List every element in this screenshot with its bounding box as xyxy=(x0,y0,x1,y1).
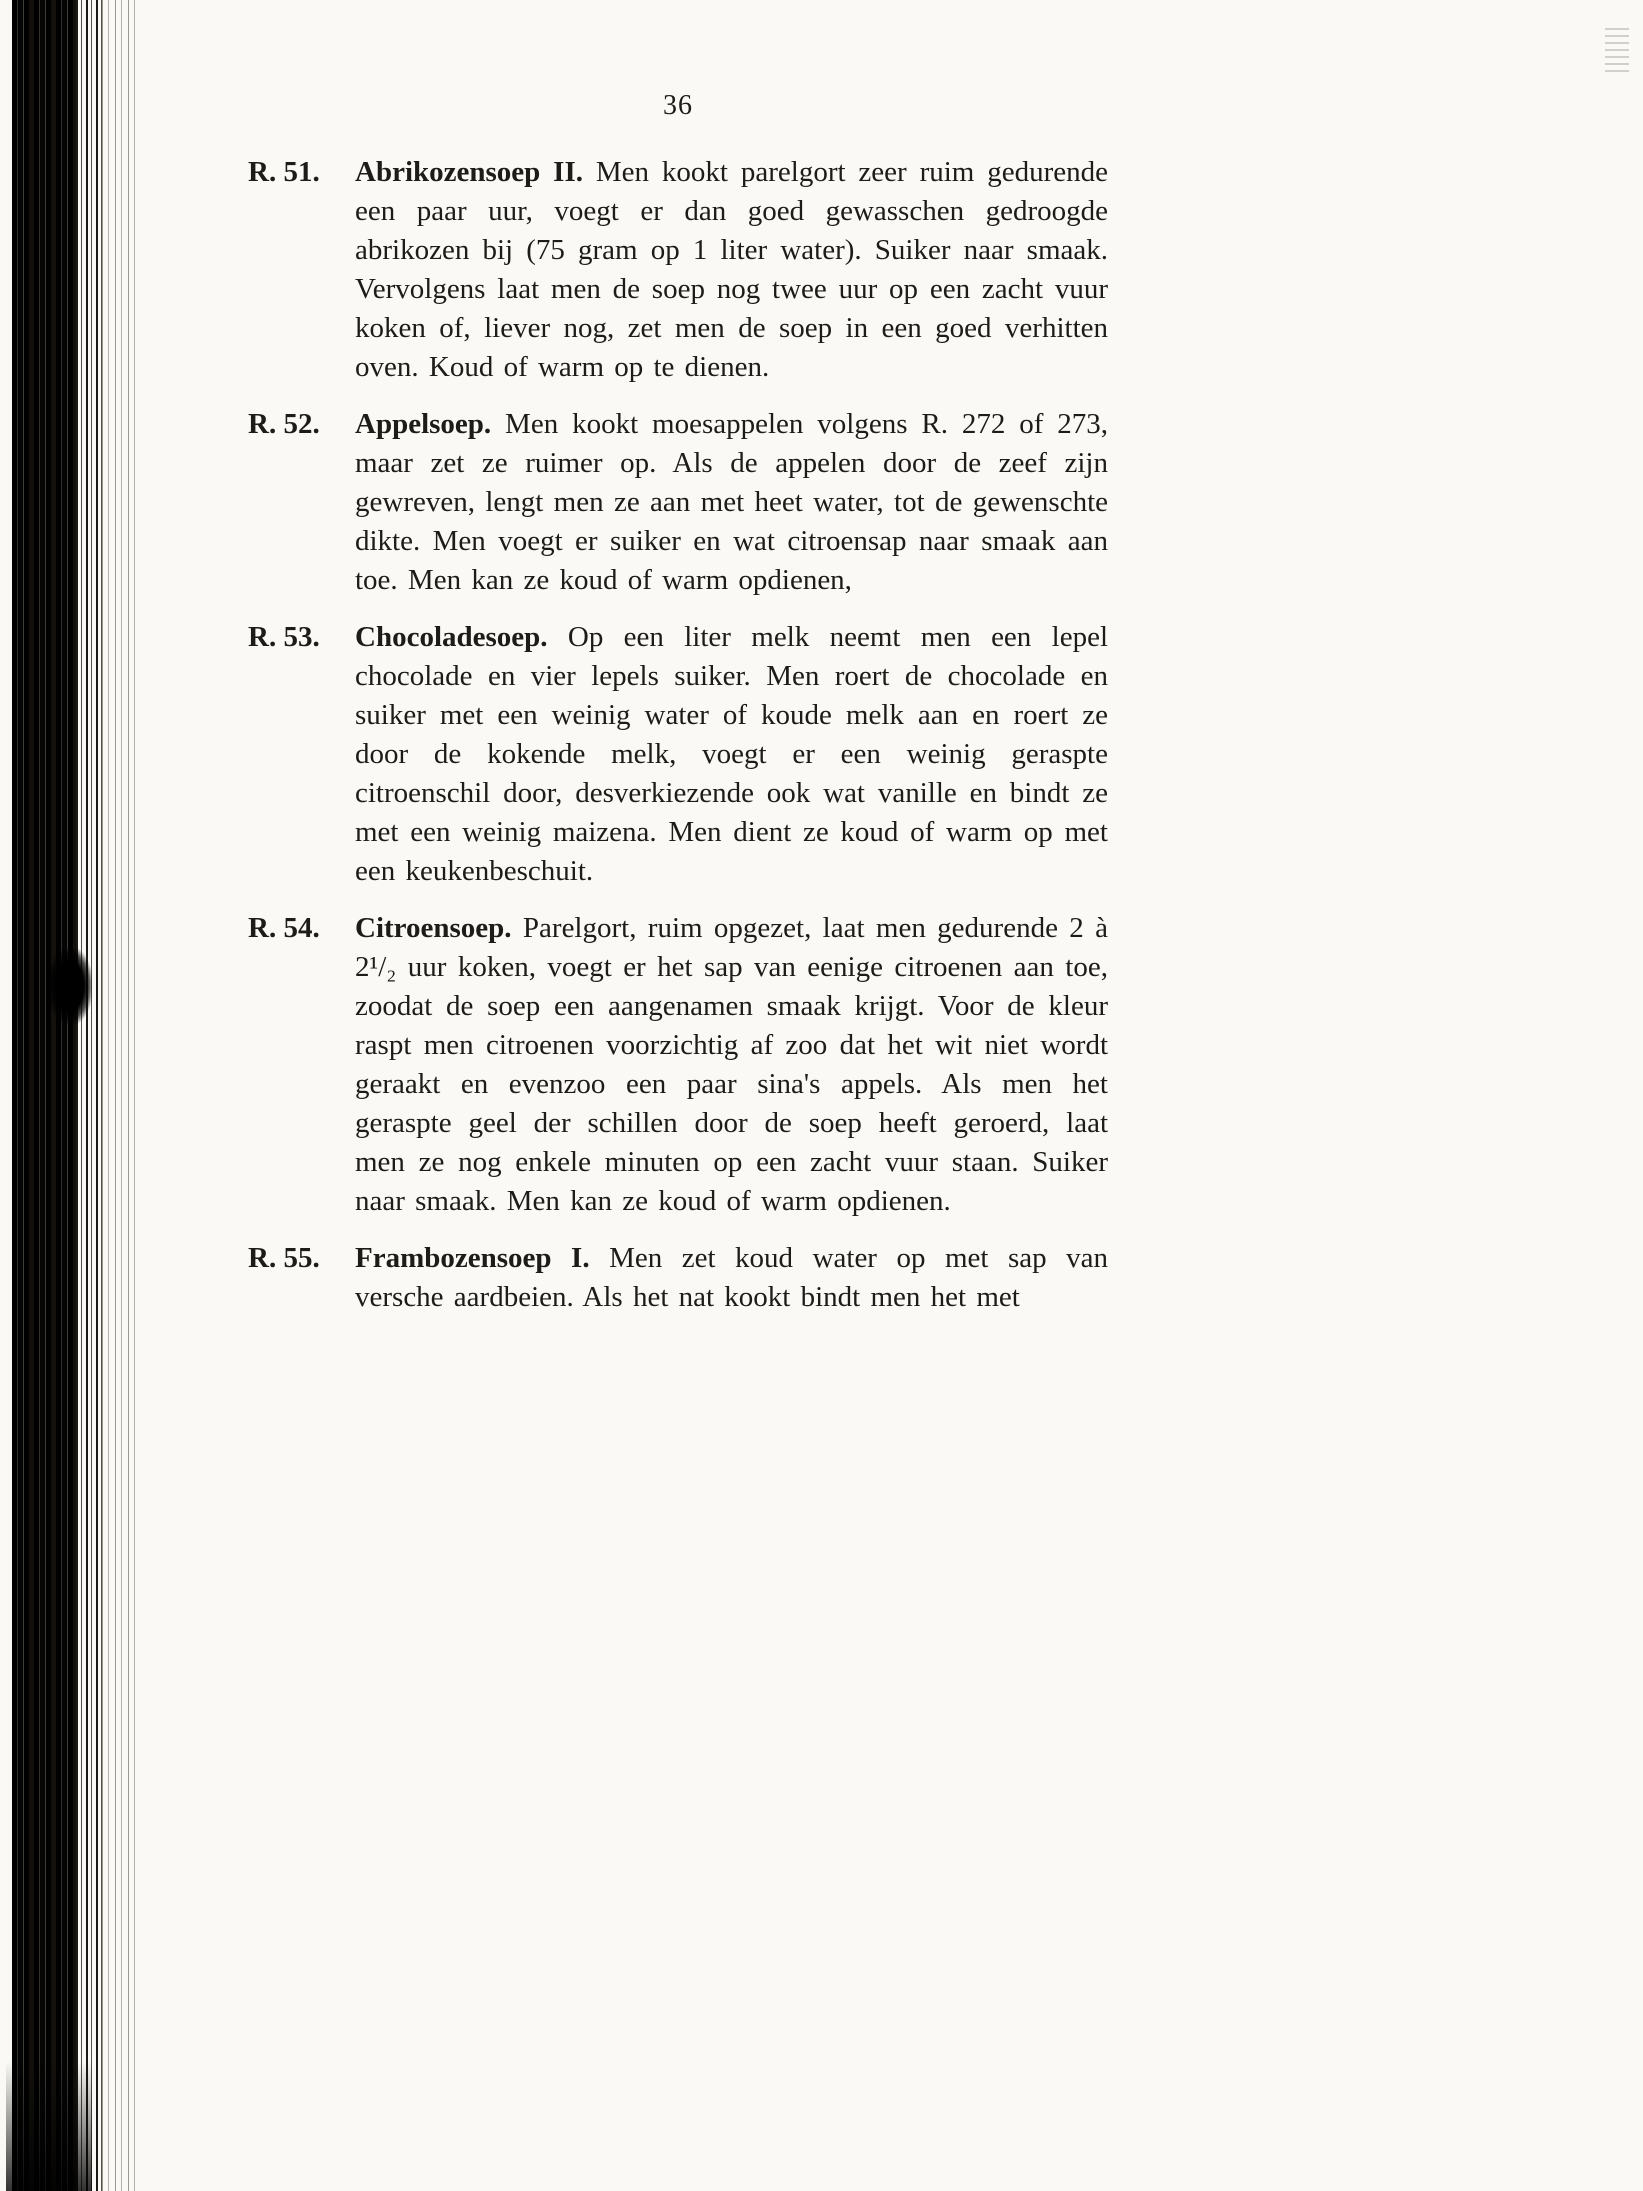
recipe-title: Appelsoep. xyxy=(355,408,492,440)
page-number: 36 xyxy=(663,90,693,121)
recipe-text xyxy=(355,153,1108,387)
recipe-number: R. 55. xyxy=(248,1242,320,1274)
recipe-title: Chocoladesoep. xyxy=(355,621,548,653)
book-binding-scan-edge xyxy=(0,0,150,2191)
scan-artifact xyxy=(1605,28,1629,76)
recipe-number: R. 54. xyxy=(248,912,320,944)
recipe-body: Men zet koud water op met sap van versche aardbeien. Als het nat kookt bindt men het met xyxy=(355,1242,1109,1313)
recipe-entry xyxy=(248,909,1108,1221)
recipe-body: Parelgort, ruim opgezet, laat men gedurende 2 à 2¹/₂ uur koken, voegt er het sap van eenige citroenen aan toe, zoodat de soep een aangenamen smaak krijgt. Voor de kleur raspt men citroenen voorzichtig af zoo dat het wit niet wordt geraakt en evenzoo een paar sina's appels. Als men het geraspte geel der schillen door de soep heeft geroerd, laat men ze nog enkele minuten op een zacht vuur staan. Suiker naar smaak. Men kan ze koud of warm opdienen. xyxy=(355,912,1108,1217)
recipe-number: R. 53. xyxy=(248,621,320,653)
recipe-title: Abrikozensoep II. xyxy=(355,156,583,188)
recipe-title: Citroensoep. xyxy=(355,912,512,944)
recipe-text xyxy=(355,618,1108,891)
recipe-text xyxy=(355,909,1108,1221)
recipe-body: Men kookt moesappelen volgens R. 272 of 273, maar zet ze ruimer op. Als de appelen door de zeef zijn gewreven, lengt men ze aan met heet water, tot de gewenschte dikte. Men voegt er suiker en wat citroensap naar smaak aan toe. Men kan ze koud of warm opdienen, xyxy=(355,408,1108,596)
recipe-entry xyxy=(248,153,1108,387)
recipe-body: Men kookt parelgort zeer ruim gedurende een paar uur, voegt er dan goed gewasschen gedroogde abrikozen bij (75 gram op 1 liter water). Suiker naar smaak. Vervolgens laat men de soep nog twee uur op een zacht vuur koken of, liever nog, zet men de soep in een goed verhitten oven. Koud of warm op te dienen. xyxy=(355,156,1109,383)
recipe-entry xyxy=(248,1239,1108,1317)
recipe-body: Op een liter melk neemt men een lepel chocolade en vier lepels suiker. Men roert de chocolade en suiker met een weinig water of koude melk aan en roert ze door de kokende melk, voegt er een weinig geraspte citroenschil door, desverkiezende ook wat vanille en bindt ze met een weinig maizena. Men dient ze koud of warm op met een keukenbeschuit. xyxy=(355,621,1109,887)
recipe-title: Frambozensoep I. xyxy=(355,1242,590,1274)
recipe-entry xyxy=(248,618,1108,891)
recipe-text xyxy=(355,405,1108,600)
recipe-number: R. 52. xyxy=(248,408,320,440)
recipe-entry xyxy=(248,405,1108,600)
recipe-number: R. 51. xyxy=(248,156,320,188)
recipe-text xyxy=(355,1239,1108,1317)
page-content xyxy=(248,86,1108,1335)
